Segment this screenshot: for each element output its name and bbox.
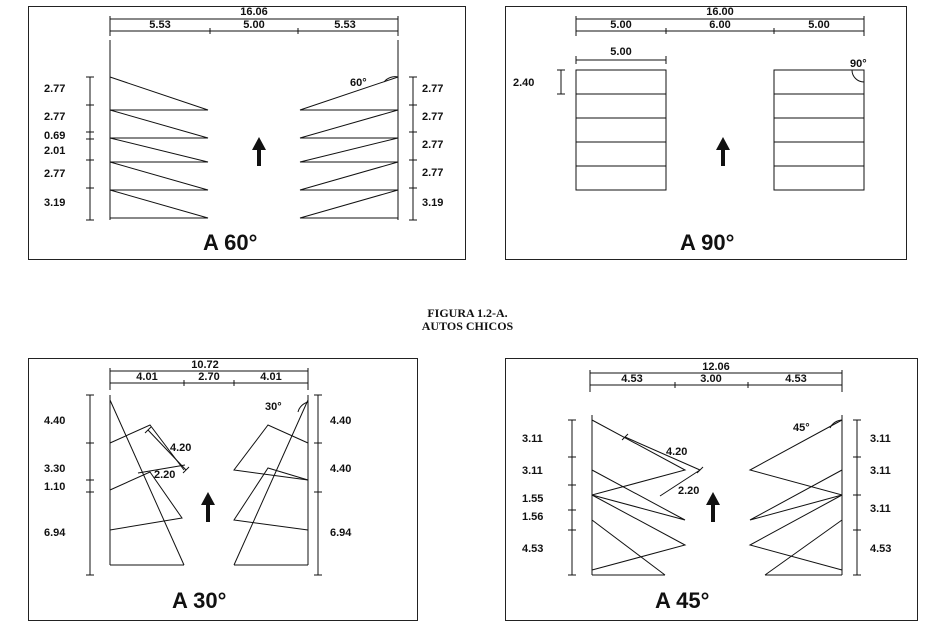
p60-total: 16.06 — [240, 6, 268, 18]
p45-total: 12.06 — [702, 361, 730, 373]
p60-left-1: 2.77 — [44, 83, 66, 95]
p30-part-1: 4.01 — [136, 371, 158, 383]
p60-left-6: 3.19 — [44, 197, 66, 209]
p60-part-1: 5.53 — [149, 19, 171, 31]
p30-diag-short: 2.20 — [154, 469, 176, 481]
p30-diag-long: 4.20 — [170, 442, 192, 454]
p45-diag-short: 2.20 — [678, 485, 700, 497]
p90-part-3: 5.00 — [808, 19, 830, 31]
p30-right-1: 4.40 — [330, 415, 352, 427]
p30-angle: 30° — [265, 401, 282, 413]
p90-part-2: 6.00 — [709, 19, 731, 31]
p60-right-3: 2.77 — [422, 139, 444, 151]
up-arrow-icon — [201, 492, 215, 522]
p60-part-3: 5.53 — [334, 19, 356, 31]
p45-right-3: 3.11 — [870, 503, 891, 515]
diagram-45 — [568, 370, 861, 575]
p45-part-2: 3.00 — [700, 373, 722, 385]
p90-title: A 90° — [680, 230, 735, 255]
p60-angle: 60° — [350, 77, 367, 89]
p45-angle: 45° — [793, 422, 810, 434]
direction-arrows — [201, 137, 730, 522]
caption-line-1: FIGURA 1.2-A. — [427, 306, 508, 320]
p90-angle: 90° — [850, 58, 867, 70]
p45-left-1: 3.11 — [522, 433, 543, 445]
p30-left-4: 6.94 — [44, 527, 66, 539]
p60-part-2: 5.00 — [243, 19, 265, 31]
p45-left-2: 3.11 — [522, 465, 543, 477]
p60-left-3: 0.69 — [44, 130, 66, 142]
p45-left-3: 1.55 — [522, 493, 544, 505]
diagram-90 — [557, 16, 864, 190]
p45-part-1: 4.53 — [621, 373, 643, 385]
diagram-30 — [86, 368, 322, 575]
p60-right-4: 2.77 — [422, 167, 444, 179]
p60-right-1: 2.77 — [422, 83, 444, 95]
p60-title: A 60° — [203, 230, 258, 255]
p60-left-2: 2.77 — [44, 111, 66, 123]
p30-right-2: 4.40 — [330, 463, 352, 475]
p45-part-3: 4.53 — [785, 373, 807, 385]
p30-left-1: 4.40 — [44, 415, 66, 427]
p45-right-1: 3.11 — [870, 433, 891, 445]
p45-title: A 45° — [655, 588, 710, 613]
up-arrow-icon — [716, 137, 730, 166]
caption-line-2: AUTOS CHICOS — [421, 319, 514, 333]
p60-right-5: 3.19 — [422, 197, 444, 209]
p30-part-2: 2.70 — [198, 371, 220, 383]
p30-left-3: 1.10 — [44, 481, 66, 493]
p30-part-3: 4.01 — [260, 371, 282, 383]
p45-left-5: 4.53 — [522, 543, 544, 555]
p45-right-4: 4.53 — [870, 543, 892, 555]
p30-right-3: 6.94 — [330, 527, 352, 539]
p90-stall-width: 5.00 — [610, 46, 632, 58]
p90-stall-depth: 2.40 — [513, 77, 535, 89]
p60-left-5: 2.77 — [44, 168, 66, 180]
p60-right-2: 2.77 — [422, 111, 444, 123]
p90-total: 16.00 — [706, 6, 734, 18]
p90-part-1: 5.00 — [610, 19, 632, 31]
up-arrow-icon — [252, 137, 266, 166]
p60-left-4: 2.01 — [44, 145, 66, 157]
p30-total: 10.72 — [191, 359, 219, 371]
p45-left-4: 1.56 — [522, 511, 544, 523]
p45-diag-long: 4.20 — [666, 446, 688, 458]
p30-left-2: 3.30 — [44, 463, 66, 475]
p30-title: A 30° — [172, 588, 227, 613]
p45-right-2: 3.11 — [870, 465, 891, 477]
up-arrow-icon — [706, 492, 720, 522]
diagram-60 — [86, 16, 417, 220]
